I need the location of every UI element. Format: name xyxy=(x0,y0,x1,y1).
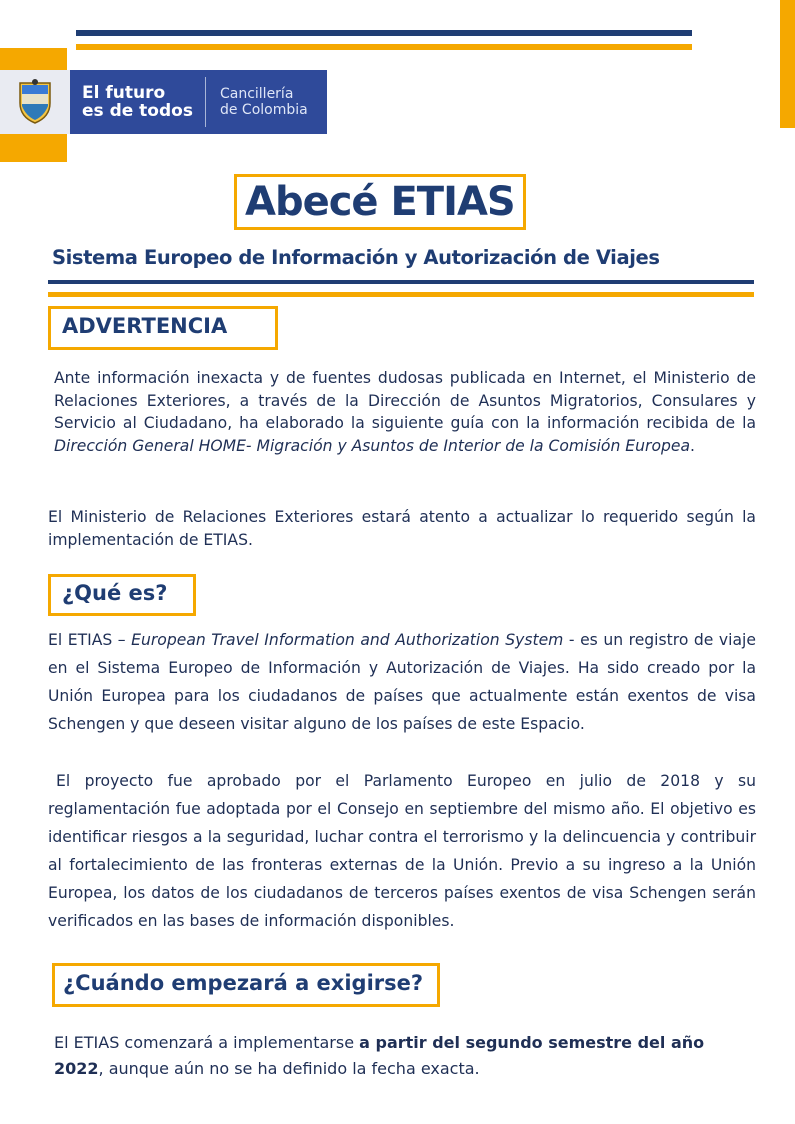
logo-org-line1: Cancillería xyxy=(219,86,294,102)
what-heading: ¿Qué es? xyxy=(62,581,168,605)
logo-slogan-line2: es de todos xyxy=(82,101,193,121)
warning-heading: ADVERTENCIA xyxy=(62,314,228,338)
when-paragraph xyxy=(54,1030,744,1082)
warning-p1-italic: Dirección General HOME- Migración y Asuntos de Interior de la Comisión Europea xyxy=(54,436,691,455)
what-p1-italic: European Travel Information and Authorization System xyxy=(131,631,564,649)
page-subtitle: Sistema Europeo de Información y Autorización de Viajes xyxy=(52,246,660,269)
when-p-start: El ETIAS comenzará a implementarse xyxy=(54,1033,360,1052)
page-title: Abecé ETIAS xyxy=(245,179,515,225)
colombia-crest-icon xyxy=(14,79,56,125)
what-p1-start: El ETIAS – xyxy=(48,631,132,649)
logo-slogan xyxy=(70,84,205,120)
warning-p1-text: Ante información inexacta y de fuentes dudosas publicada en Internet, el Ministerio de Relaciones Exteriores, a través de la Dirección de Asuntos Migratorios, Consulares y Servicio al Ciudadano, ha elaborado la siguiente guía con la información recibida de la xyxy=(54,369,756,432)
what-heading-box xyxy=(48,574,196,616)
what-paragraph-1 xyxy=(48,626,756,738)
title-box xyxy=(234,174,526,230)
when-heading-box xyxy=(52,963,440,1007)
when-heading: ¿Cuándo empezará a exigirse? xyxy=(63,971,424,995)
logo-org-line2: de Colombia xyxy=(219,102,308,118)
when-p-end: , aunque aún no se ha definido la fecha exacta. xyxy=(98,1059,480,1078)
right-accent-strip xyxy=(780,0,795,128)
warning-p1-end: . xyxy=(690,436,696,455)
what-paragraph-2: El proyecto fue aprobado por el Parlamento Europeo en julio de 2018 y su reglamentación fue adoptada por el Consejo en septiembre del mismo año. El objetivo es identificar riesgos a la seguridad, luchar contra el terrorismo y la delincuencia y contribuir al fortalecimiento de las fronteras externas de la Unión. Previo a su ingreso a la Unión Europea, los datos de los ciudadanos de terceros países exentos de visa Schengen serán verificados en las bases de información disponibles. xyxy=(48,772,756,930)
subtitle-rule-gold xyxy=(48,292,754,297)
logo xyxy=(0,70,327,134)
logo-org xyxy=(206,86,322,118)
logo-slogan-line1: El futuro xyxy=(82,83,166,103)
top-rule-navy xyxy=(76,30,692,36)
what-p1-rest: - es un registro de viaje en el Sistema Europeo de Información y Autorización de Viajes. Ha sido creado por la Unión Europea para los ciudadanos de países que actualmente están exentos de visa Schengen y que deseen visitar alguno de los países de este Espacio. xyxy=(48,631,756,733)
subtitle-rule-navy xyxy=(48,280,754,284)
top-rule-gold xyxy=(76,44,692,50)
warning-heading-box xyxy=(48,306,278,350)
warning-paragraph-2: El Ministerio de Relaciones Exteriores estará atento a actualizar lo requerido según la implementación de ETIAS. xyxy=(48,508,756,549)
when-p-bold: a partir del segundo semestre del año 2022 xyxy=(54,1033,705,1078)
logo-crest-panel xyxy=(0,70,70,134)
warning-paragraph-1 xyxy=(54,367,756,457)
